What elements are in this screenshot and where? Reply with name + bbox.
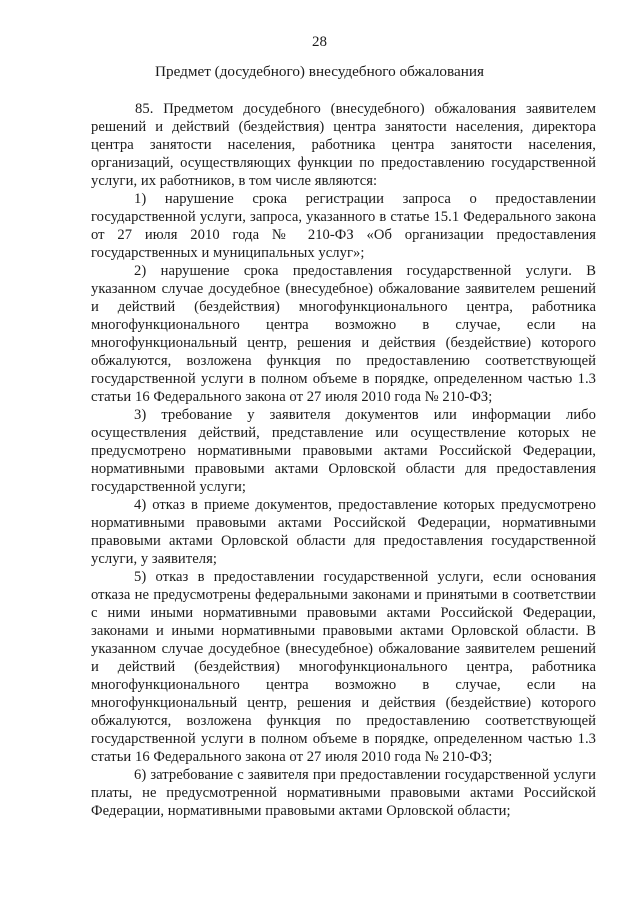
section-title: Предмет (досудебного) внесудебного обжалования [155, 63, 484, 80]
page-number: 28 [312, 34, 327, 50]
list-item-4: 4) отказ в приеме документов, предоставление которых предусмотрено нормативными правовыми актами Российской Федерации, нормативными правовыми актами Орловской области для предоставления государственной услуги, у заявителя; [91, 497, 596, 567]
list-item-6: 6) затребование с заявителя при предоставлении государственной услуги платы, не предусмотренной нормативными правовыми актами Российской Федерации, нормативными правовыми актами Орловской области; [91, 767, 596, 819]
list-item-3: 3) требование у заявителя документов или информации либо осуществления действий, представление или осуществление которых не предусмотрено нормативными правовыми актами Российской Федерации, нормативными правовыми актами Орловской области для предоставления государственной услуги; [91, 407, 596, 495]
list-item-2: 2) нарушение срока предоставления государственной услуги. В указанном случае досудебное (внесудебное) обжалование заявителем решений и действий (бездействия) многофункционального центра, работника многофункционального центра возможно в случае, если на многофункциональный центр, решения и действия (бездействие) которого обжалуются, возложена функция по предоставлению соответствующей государственной услуги в полном объеме в порядке, определенном частью 1.3 статьи 16 Федерального закона от 27 июля 2010 года № 210-ФЗ; [91, 263, 596, 405]
body-text [91, 100, 596, 820]
list-item-5: 5) отказ в предоставлении государственной услуги, если основания отказа не предусмотрены федеральными законами и принятыми в соответствии с ними иными нормативными правовыми актами Российской Федерации, законами и иными нормативными правовыми актами Орловской области. В указанном случае досудебное (внесудебное) обжалование заявителем решений и действий (бездействия) многофункционального центра, работника многофункционального центра возможно в случае, если на многофункциональный центр, решения и действия (бездействие) которого обжалуются, возложена функция по предоставлению соответствующей государственной услуги в полном объеме в порядке, определенном частью 1.3 статьи 16 Федерального закона от 27 июля 2010 года № 210-ФЗ; [91, 569, 596, 765]
list-item-1: 1) нарушение срока регистрации запроса о предоставлении государственной услуги, запроса, указанного в статье 15.1 Федерального закона от 27 июля 2010 года № 210-ФЗ «Об организации предоставления государственных и муниципальных услуг»; [91, 191, 596, 261]
paragraph-85: 85. Предметом досудебного (внесудебного) обжалования заявителем решений и действий (бездействия) центра занятости населения, директора центра занятости населения, работника центра занятости населения, организаций, осуществляющих функции по предоставлению государственной услуги, их работников, в том числе являются: [91, 101, 596, 189]
